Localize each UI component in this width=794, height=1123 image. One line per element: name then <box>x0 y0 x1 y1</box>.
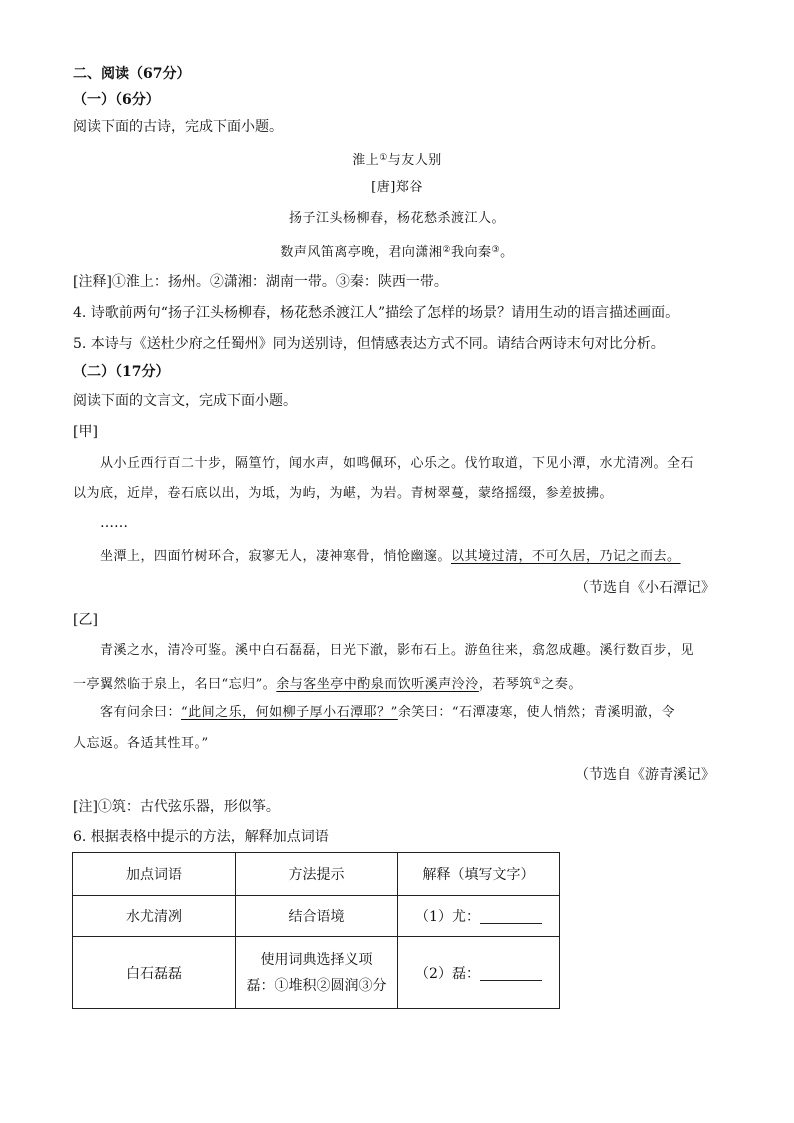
table-cell-method: 结合语境 <box>236 896 398 937</box>
yi-note-1: ① <box>532 677 542 687</box>
question-4: 4. 诗歌前两句“扬子江头杨柳春，杨花愁杀渡江人”描绘了怎样的场景？请用生动的语言描述画面。 <box>73 305 680 321</box>
yi-source: （节选自《游青溪记》 <box>575 767 715 783</box>
answer-blank[interactable] <box>480 909 542 924</box>
table-header-row <box>73 853 560 896</box>
poem-line-2-pre: 数声风笛离亭晚，君向潇湘 <box>280 245 443 260</box>
jia-paragraph-2-text: 坐潭上，四面竹树环合，寂寥无人，凄神寒骨，悄怆幽邃。 <box>100 549 452 564</box>
yi-paragraph-1-line-1: 青溪之水，清冷可鉴。溪中白石磊磊，日光下澈，影布石上。游鱼往来，翕忽成趣。溪行数百步，见 <box>100 643 695 658</box>
poem-title-post: 与友人别 <box>387 153 442 168</box>
yi-line-2-mid: ，若琴筑 <box>478 677 533 692</box>
yi-p2-post: 余笑曰：“石潭凄寒，使人悄然；青溪明澈，令 <box>397 705 675 720</box>
yi-line-2-pre: 一亭翼然临于泉上，名曰“忘归”。 <box>73 677 277 692</box>
poem-line-2-end: 。 <box>500 245 514 260</box>
yi-label: [乙] <box>73 612 98 628</box>
poem-title-note: ① <box>379 153 388 163</box>
jia-ellipsis: …… <box>100 515 128 531</box>
yi-paragraph-2-line-1 <box>100 703 675 723</box>
jia-source: （节选自《小石潭记》 <box>575 580 715 596</box>
table-cell-method <box>236 937 398 1009</box>
poem-line-2-mid: 我向秦 <box>450 245 492 260</box>
answer-label: （2）磊： <box>415 965 480 982</box>
jia-paragraph-1-line-2: 以为底，近岸，卷石底以出，为坻，为屿，为嵁，为岩。青树翠蔓，蒙络摇缀，参差披拂。 <box>73 486 614 501</box>
yi-paragraph-2-line-2: 人忘返。各适其性耳。” <box>73 736 209 751</box>
poem-title-pre: 淮上 <box>352 153 380 168</box>
yi-paragraph-1-line-2 <box>73 672 582 695</box>
poem-line-2 <box>0 240 794 263</box>
poem-note-3: ③ <box>491 245 501 255</box>
table-cell-word: 水尤清冽 <box>73 896 236 937</box>
table-row <box>73 896 560 937</box>
table-header: 解释（填写文字） <box>398 853 560 896</box>
yi-underlined-sentence: 余与客坐亭中酌泉而饮听溪声泠泠 <box>276 677 479 692</box>
part1-instruction: 阅读下面的古诗，完成下面小题。 <box>73 119 283 135</box>
jia-underlined-sentence: 以其境过清，不可久居，乃记之而去。 <box>451 549 681 564</box>
table-cell-answer <box>398 896 560 937</box>
part1-heading: （一）（6分） <box>73 92 160 108</box>
yi-underlined-question: “此间之乐，何如柳子厚小石潭耶？” <box>181 705 398 720</box>
table-header: 方法提示 <box>236 853 398 896</box>
yi-p2-pre: 客有问余曰： <box>100 705 182 720</box>
table-cell-answer <box>398 937 560 1009</box>
poem-line-1: 扬子江头杨柳春，杨花愁杀渡江人。 <box>288 211 505 226</box>
answer-blank[interactable] <box>480 966 542 981</box>
jia-paragraph-1-line-1: 从小丘西行百二十步，隔篁竹，闻水声，如鸣佩环，心乐之。伐竹取道，下见小潭，水尤清冽。全石 <box>100 456 695 471</box>
question-5: 5. 本诗与《送杜少府之任蜀州》同为送别诗，但情感表达方式不同。请结合两诗末句对比分析。 <box>73 336 665 352</box>
table-cell-word: 白石磊磊 <box>73 937 236 1009</box>
poem-title <box>0 148 794 171</box>
method-line-2: 磊：①堆积②圆润③分 <box>246 977 387 994</box>
answer-table <box>72 852 560 1009</box>
table-header: 加点词语 <box>73 853 236 896</box>
question-6: 6. 根据表格中提示的方法，解释加点词语 <box>73 829 329 845</box>
jia-paragraph-2 <box>100 547 681 567</box>
yi-note: [注]①筑：古代弦乐器，形似筝。 <box>73 799 280 815</box>
poem-author: [唐]郑谷 <box>371 180 423 195</box>
yi-line-2-end: 之奏。 <box>541 677 582 692</box>
table-row <box>73 937 560 1009</box>
poem-annotation: [注释]①淮上：扬州。②潇湘：湖南一带。③秦：陕西一带。 <box>73 274 448 290</box>
jia-label: [甲] <box>73 424 98 440</box>
part2-instruction: 阅读下面的文言文，完成下面小题。 <box>73 393 297 409</box>
answer-label: （1）尤： <box>415 909 480 925</box>
poem-note-2: ② <box>442 245 451 255</box>
section-title: 二、阅读（67分） <box>73 66 191 82</box>
part2-heading: （二）（17分） <box>73 364 170 380</box>
method-line-1: 使用词典选择义项 <box>260 951 373 968</box>
